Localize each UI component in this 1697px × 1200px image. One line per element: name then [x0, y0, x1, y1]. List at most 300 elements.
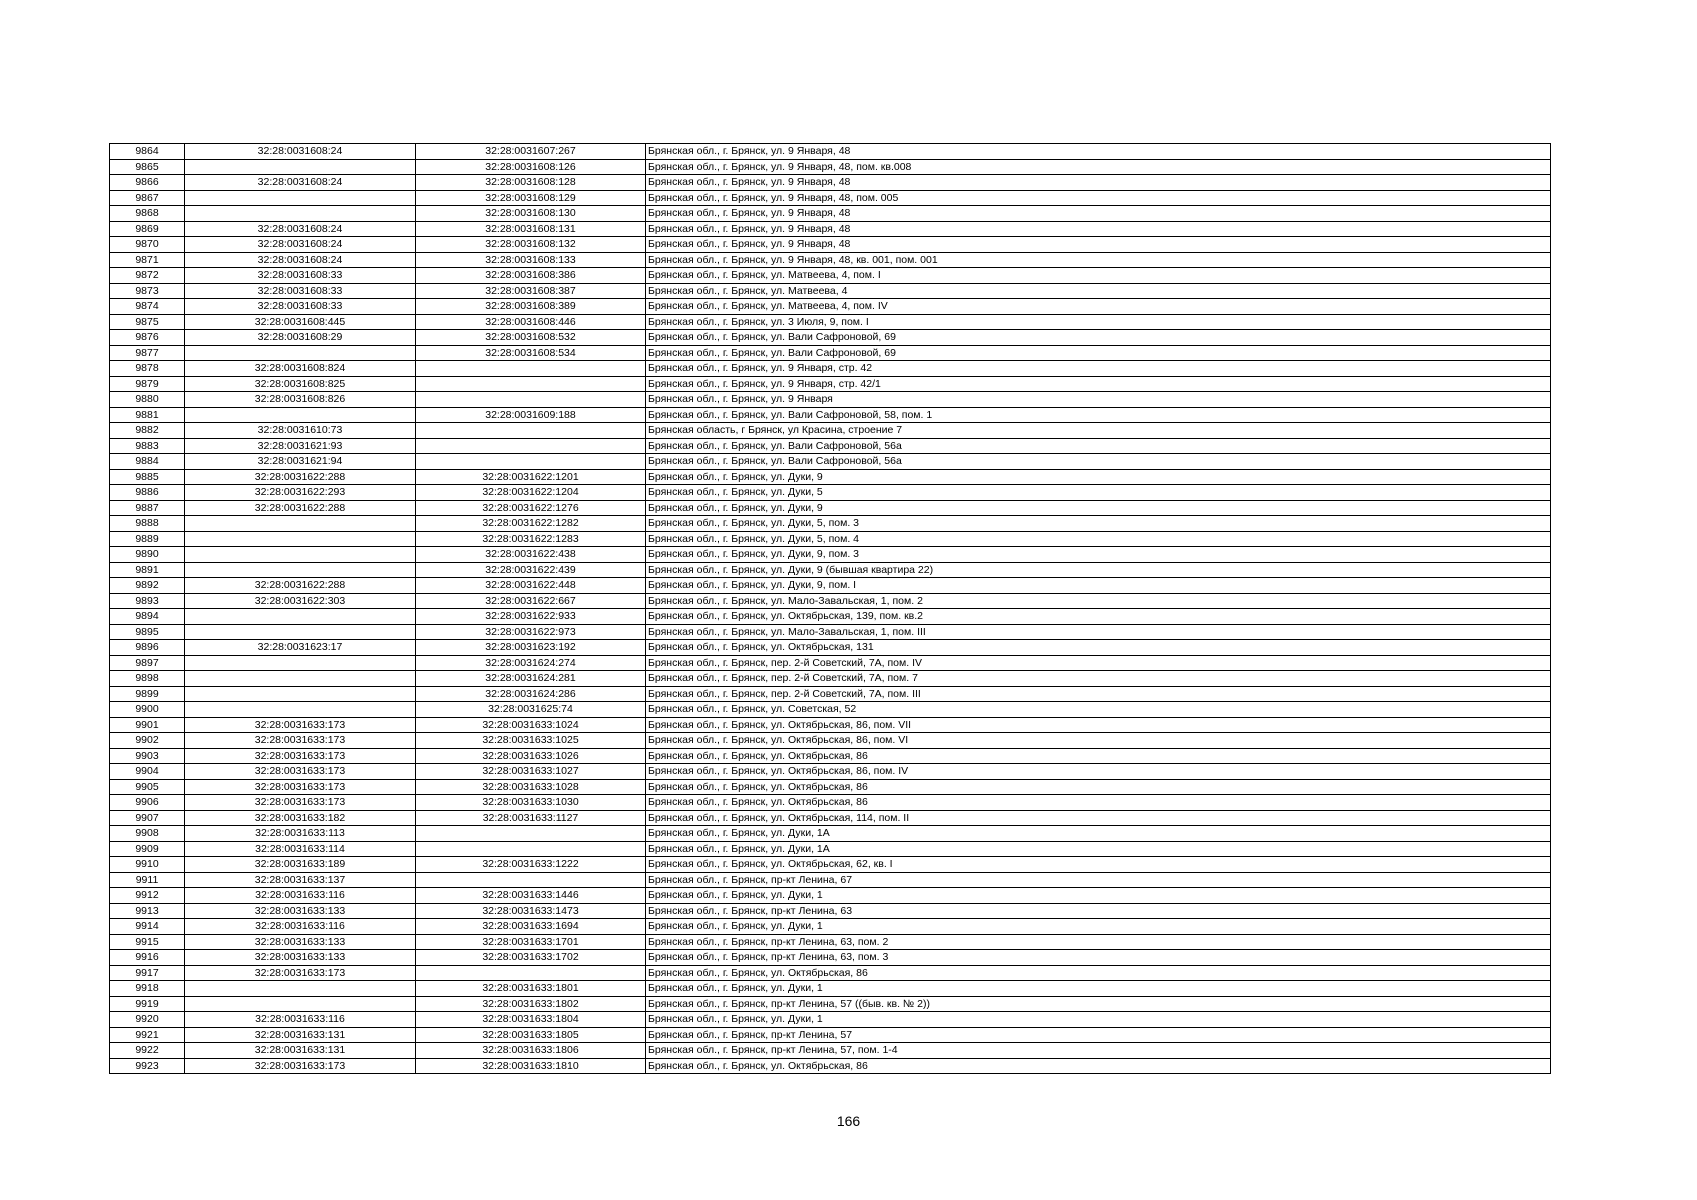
- row-number-cell: 9907: [110, 810, 185, 826]
- row-number-cell: 9879: [110, 376, 185, 392]
- object-cadastral-cell: 32:28:0031622:1283: [416, 531, 646, 547]
- property-table: [109, 143, 1551, 1074]
- object-cadastral-cell: 32:28:0031624:286: [416, 686, 646, 702]
- table-row: [110, 1058, 1551, 1074]
- row-number-cell: 9901: [110, 717, 185, 733]
- address-cell: Брянская область, г Брянск, ул Красина, строение 7: [646, 423, 1551, 439]
- table-body: [110, 144, 1551, 1074]
- object-cadastral-cell: 32:28:0031633:1026: [416, 748, 646, 764]
- row-number-cell: 9921: [110, 1027, 185, 1043]
- address-cell: Брянская обл., г. Брянск, ул. Дуки, 9: [646, 469, 1551, 485]
- parcel-cadastral-cell: [185, 686, 416, 702]
- address-cell: Брянская обл., г. Брянск, ул. Октябрьская, 86, пом. VII: [646, 717, 1551, 733]
- table-row: [110, 175, 1551, 191]
- row-number-cell: 9914: [110, 919, 185, 935]
- parcel-cadastral-cell: 32:28:0031622:288: [185, 469, 416, 485]
- object-cadastral-cell: 32:28:0031622:667: [416, 593, 646, 609]
- table-row: [110, 330, 1551, 346]
- object-cadastral-cell: 32:28:0031633:1127: [416, 810, 646, 826]
- row-number-cell: 9880: [110, 392, 185, 408]
- row-number-cell: 9913: [110, 903, 185, 919]
- address-cell: Брянская обл., г. Брянск, пр-кт Ленина, 63, пом. 3: [646, 950, 1551, 966]
- object-cadastral-cell: 32:28:0031608:532: [416, 330, 646, 346]
- row-number-cell: 9869: [110, 221, 185, 237]
- object-cadastral-cell: 32:28:0031633:1702: [416, 950, 646, 966]
- row-number-cell: 9894: [110, 609, 185, 625]
- address-cell: Брянская обл., г. Брянск, ул. Дуки, 5, пом. 3: [646, 516, 1551, 532]
- parcel-cadastral-cell: 32:28:0031633:137: [185, 872, 416, 888]
- row-number-cell: 9900: [110, 702, 185, 718]
- table-row: [110, 996, 1551, 1012]
- table-row: [110, 965, 1551, 981]
- parcel-cadastral-cell: 32:28:0031633:182: [185, 810, 416, 826]
- table-row: [110, 810, 1551, 826]
- parcel-cadastral-cell: 32:28:0031608:33: [185, 283, 416, 299]
- table-row: [110, 516, 1551, 532]
- object-cadastral-cell: 32:28:0031633:1024: [416, 717, 646, 733]
- table-row: [110, 361, 1551, 377]
- row-number-cell: 9866: [110, 175, 185, 191]
- parcel-cadastral-cell: 32:28:0031608:445: [185, 314, 416, 330]
- address-cell: Брянская обл., г. Брянск, ул. Октябрьская, 131: [646, 640, 1551, 656]
- parcel-cadastral-cell: 32:28:0031608:826: [185, 392, 416, 408]
- page-number: 166: [836, 1113, 861, 1129]
- address-cell: Брянская обл., г. Брянск, пер. 2-й Советский, 7А, пом. 7: [646, 671, 1551, 687]
- object-cadastral-cell: 32:28:0031633:1701: [416, 934, 646, 950]
- parcel-cadastral-cell: 32:28:0031608:24: [185, 144, 416, 160]
- address-cell: Брянская обл., г. Брянск, ул. 9 Января, 48: [646, 206, 1551, 222]
- table-row: [110, 764, 1551, 780]
- table-row: [110, 686, 1551, 702]
- row-number-cell: 9873: [110, 283, 185, 299]
- parcel-cadastral-cell: [185, 206, 416, 222]
- row-number-cell: 9909: [110, 841, 185, 857]
- table-row: [110, 857, 1551, 873]
- address-cell: Брянская обл., г. Брянск, ул. Мало-Завальская, 1, пом. 2: [646, 593, 1551, 609]
- table-row: [110, 950, 1551, 966]
- address-cell: Брянская обл., г. Брянск, пер. 2-й Советский, 7А, пом. III: [646, 686, 1551, 702]
- table-row: [110, 283, 1551, 299]
- object-cadastral-cell: 32:28:0031633:1810: [416, 1058, 646, 1074]
- table-row: [110, 841, 1551, 857]
- address-cell: Брянская обл., г. Брянск, ул. Октябрьская, 139, пом. кв.2: [646, 609, 1551, 625]
- parcel-cadastral-cell: 32:28:0031608:24: [185, 221, 416, 237]
- address-cell: Брянская обл., г. Брянск, ул. Дуки, 9 (бывшая квартира 22): [646, 562, 1551, 578]
- address-cell: Брянская обл., г. Брянск, ул. 3 Июля, 9, пом. I: [646, 314, 1551, 330]
- object-cadastral-cell: [416, 376, 646, 392]
- address-cell: Брянская обл., г. Брянск, ул. 9 Января, 48, кв. 001, пом. 001: [646, 252, 1551, 268]
- row-number-cell: 9905: [110, 779, 185, 795]
- object-cadastral-cell: 32:28:0031633:1027: [416, 764, 646, 780]
- row-number-cell: 9892: [110, 578, 185, 594]
- object-cadastral-cell: [416, 423, 646, 439]
- parcel-cadastral-cell: 32:28:0031608:24: [185, 175, 416, 191]
- row-number-cell: 9912: [110, 888, 185, 904]
- table-row: [110, 640, 1551, 656]
- object-cadastral-cell: 32:28:0031633:1446: [416, 888, 646, 904]
- parcel-cadastral-cell: [185, 516, 416, 532]
- address-cell: Брянская обл., г. Брянск, пр-кт Ленина, 57: [646, 1027, 1551, 1043]
- address-cell: Брянская обл., г. Брянск, ул. Дуки, 9, пом. 3: [646, 547, 1551, 563]
- table-row: [110, 795, 1551, 811]
- row-number-cell: 9923: [110, 1058, 185, 1074]
- row-number-cell: 9897: [110, 655, 185, 671]
- parcel-cadastral-cell: 32:28:0031608:24: [185, 252, 416, 268]
- table-row: [110, 500, 1551, 516]
- address-cell: Брянская обл., г. Брянск, ул. Октябрьская, 62, кв. I: [646, 857, 1551, 873]
- object-cadastral-cell: 32:28:0031607:267: [416, 144, 646, 160]
- row-number-cell: 9871: [110, 252, 185, 268]
- table-row: [110, 826, 1551, 842]
- parcel-cadastral-cell: [185, 996, 416, 1012]
- object-cadastral-cell: 32:28:0031608:387: [416, 283, 646, 299]
- parcel-cadastral-cell: [185, 547, 416, 563]
- table-row: [110, 593, 1551, 609]
- table-row: [110, 779, 1551, 795]
- address-cell: Брянская обл., г. Брянск, ул. Октябрьская, 86: [646, 779, 1551, 795]
- table-row: [110, 314, 1551, 330]
- table-row: [110, 299, 1551, 315]
- table-row: [110, 159, 1551, 175]
- object-cadastral-cell: 32:28:0031608:129: [416, 190, 646, 206]
- row-number-cell: 9868: [110, 206, 185, 222]
- object-cadastral-cell: 32:28:0031622:438: [416, 547, 646, 563]
- row-number-cell: 9911: [110, 872, 185, 888]
- row-number-cell: 9903: [110, 748, 185, 764]
- address-cell: Брянская обл., г. Брянск, пр-кт Ленина, 57, пом. 1-4: [646, 1043, 1551, 1059]
- address-cell: Брянская обл., г. Брянск, пр-кт Ленина, 63, пом. 2: [646, 934, 1551, 950]
- parcel-cadastral-cell: 32:28:0031633:131: [185, 1043, 416, 1059]
- row-number-cell: 9874: [110, 299, 185, 315]
- row-number-cell: 9886: [110, 485, 185, 501]
- parcel-cadastral-cell: 32:28:0031633:173: [185, 717, 416, 733]
- row-number-cell: 9906: [110, 795, 185, 811]
- table-row: [110, 903, 1551, 919]
- object-cadastral-cell: 32:28:0031633:1030: [416, 795, 646, 811]
- parcel-cadastral-cell: [185, 655, 416, 671]
- object-cadastral-cell: 32:28:0031633:1805: [416, 1027, 646, 1043]
- object-cadastral-cell: 32:28:0031608:534: [416, 345, 646, 361]
- parcel-cadastral-cell: [185, 345, 416, 361]
- object-cadastral-cell: 32:28:0031633:1804: [416, 1012, 646, 1028]
- object-cadastral-cell: 32:28:0031622:933: [416, 609, 646, 625]
- object-cadastral-cell: 32:28:0031622:1201: [416, 469, 646, 485]
- table-row: [110, 702, 1551, 718]
- parcel-cadastral-cell: [185, 624, 416, 640]
- row-number-cell: 9908: [110, 826, 185, 842]
- object-cadastral-cell: [416, 438, 646, 454]
- address-cell: Брянская обл., г. Брянск, ул. Вали Сафроновой, 69: [646, 345, 1551, 361]
- row-number-cell: 9872: [110, 268, 185, 284]
- object-cadastral-cell: [416, 872, 646, 888]
- object-cadastral-cell: 32:28:0031623:192: [416, 640, 646, 656]
- parcel-cadastral-cell: 32:28:0031623:17: [185, 640, 416, 656]
- address-cell: Брянская обл., г. Брянск, ул. Матвеева, 4, пом. I: [646, 268, 1551, 284]
- table-row: [110, 578, 1551, 594]
- address-cell: Брянская обл., г. Брянск, ул. 9 Января, 48, пом. кв.008: [646, 159, 1551, 175]
- row-number-cell: 9895: [110, 624, 185, 640]
- object-cadastral-cell: [416, 454, 646, 470]
- address-cell: Брянская обл., г. Брянск, ул. 9 Января, 48: [646, 221, 1551, 237]
- address-cell: Брянская обл., г. Брянск, ул. Дуки, 5, пом. 4: [646, 531, 1551, 547]
- row-number-cell: 9916: [110, 950, 185, 966]
- object-cadastral-cell: 32:28:0031633:1222: [416, 857, 646, 873]
- object-cadastral-cell: 32:28:0031633:1473: [416, 903, 646, 919]
- object-cadastral-cell: [416, 965, 646, 981]
- address-cell: Брянская обл., г. Брянск, ул. Октябрьская, 86, пом. IV: [646, 764, 1551, 780]
- address-cell: Брянская обл., г. Брянск, ул. Дуки, 1: [646, 919, 1551, 935]
- parcel-cadastral-cell: 32:28:0031622:288: [185, 578, 416, 594]
- object-cadastral-cell: 32:28:0031608:389: [416, 299, 646, 315]
- address-cell: Брянская обл., г. Брянск, ул. Октябрьская, 86: [646, 795, 1551, 811]
- parcel-cadastral-cell: 32:28:0031610:73: [185, 423, 416, 439]
- address-cell: Брянская обл., г. Брянск, ул. 9 Января, 48, пом. 005: [646, 190, 1551, 206]
- parcel-cadastral-cell: 32:28:0031633:173: [185, 795, 416, 811]
- address-cell: Брянская обл., г. Брянск, ул. Вали Сафроновой, 58, пом. 1: [646, 407, 1551, 423]
- table-row: [110, 531, 1551, 547]
- address-cell: Брянская обл., г. Брянск, ул. Дуки, 1: [646, 888, 1551, 904]
- parcel-cadastral-cell: [185, 531, 416, 547]
- address-cell: Брянская обл., г. Брянск, ул. 9 Января, стр. 42: [646, 361, 1551, 377]
- row-number-cell: 9888: [110, 516, 185, 532]
- parcel-cadastral-cell: [185, 609, 416, 625]
- address-cell: Брянская обл., г. Брянск, ул. Мало-Завальская, 1, пом. III: [646, 624, 1551, 640]
- object-cadastral-cell: [416, 392, 646, 408]
- row-number-cell: 9920: [110, 1012, 185, 1028]
- object-cadastral-cell: 32:28:0031622:1282: [416, 516, 646, 532]
- parcel-cadastral-cell: 32:28:0031622:288: [185, 500, 416, 516]
- address-cell: Брянская обл., г. Брянск, ул. Дуки, 1А: [646, 841, 1551, 857]
- object-cadastral-cell: 32:28:0031624:274: [416, 655, 646, 671]
- row-number-cell: 9896: [110, 640, 185, 656]
- parcel-cadastral-cell: 32:28:0031622:303: [185, 593, 416, 609]
- address-cell: Брянская обл., г. Брянск, пр-кт Ленина, 57 ((быв. кв. № 2)): [646, 996, 1551, 1012]
- object-cadastral-cell: 32:28:0031622:1276: [416, 500, 646, 516]
- parcel-cadastral-cell: [185, 671, 416, 687]
- parcel-cadastral-cell: 32:28:0031608:29: [185, 330, 416, 346]
- table-row: [110, 144, 1551, 160]
- address-cell: Брянская обл., г. Брянск, ул. Октябрьская, 86: [646, 1058, 1551, 1074]
- row-number-cell: 9890: [110, 547, 185, 563]
- parcel-cadastral-cell: 32:28:0031633:173: [185, 1058, 416, 1074]
- address-cell: Брянская обл., г. Брянск, ул. 9 Января, 48: [646, 237, 1551, 253]
- object-cadastral-cell: 32:28:0031622:439: [416, 562, 646, 578]
- table-row: [110, 655, 1551, 671]
- address-cell: Брянская обл., г. Брянск, ул. Октябрьская, 114, пом. II: [646, 810, 1551, 826]
- address-cell: Брянская обл., г. Брянск, ул. 9 Января, 48: [646, 175, 1551, 191]
- object-cadastral-cell: 32:28:0031608:446: [416, 314, 646, 330]
- address-cell: Брянская обл., г. Брянск, ул. 9 Января, 48: [646, 144, 1551, 160]
- address-cell: Брянская обл., г. Брянск, пер. 2-й Советский, 7А, пом. IV: [646, 655, 1551, 671]
- object-cadastral-cell: 32:28:0031622:1204: [416, 485, 646, 501]
- table-row: [110, 733, 1551, 749]
- address-cell: Брянская обл., г. Брянск, ул. 9 Января, стр. 42/1: [646, 376, 1551, 392]
- object-cadastral-cell: 32:28:0031608:128: [416, 175, 646, 191]
- row-number-cell: 9878: [110, 361, 185, 377]
- object-cadastral-cell: 32:28:0031608:386: [416, 268, 646, 284]
- parcel-cadastral-cell: 32:28:0031608:24: [185, 237, 416, 253]
- parcel-cadastral-cell: 32:28:0031633:173: [185, 764, 416, 780]
- table-row: [110, 190, 1551, 206]
- object-cadastral-cell: 32:28:0031625:74: [416, 702, 646, 718]
- parcel-cadastral-cell: 32:28:0031621:94: [185, 454, 416, 470]
- object-cadastral-cell: [416, 841, 646, 857]
- object-cadastral-cell: 32:28:0031633:1694: [416, 919, 646, 935]
- row-number-cell: 9884: [110, 454, 185, 470]
- parcel-cadastral-cell: 32:28:0031633:133: [185, 903, 416, 919]
- table-row: [110, 562, 1551, 578]
- parcel-cadastral-cell: 32:28:0031633:116: [185, 919, 416, 935]
- table-row: [110, 407, 1551, 423]
- row-number-cell: 9919: [110, 996, 185, 1012]
- table-row: [110, 438, 1551, 454]
- parcel-cadastral-cell: 32:28:0031608:33: [185, 299, 416, 315]
- parcel-cadastral-cell: 32:28:0031633:173: [185, 733, 416, 749]
- table-row: [110, 934, 1551, 950]
- table-row: [110, 919, 1551, 935]
- address-cell: Брянская обл., г. Брянск, ул. Вали Сафроновой, 56а: [646, 438, 1551, 454]
- object-cadastral-cell: 32:28:0031622:448: [416, 578, 646, 594]
- parcel-cadastral-cell: 32:28:0031633:113: [185, 826, 416, 842]
- table-row: [110, 888, 1551, 904]
- row-number-cell: 9893: [110, 593, 185, 609]
- table-row: [110, 469, 1551, 485]
- table-row: [110, 485, 1551, 501]
- parcel-cadastral-cell: 32:28:0031633:133: [185, 950, 416, 966]
- parcel-cadastral-cell: 32:28:0031633:114: [185, 841, 416, 857]
- table-row: [110, 252, 1551, 268]
- table-row: [110, 454, 1551, 470]
- table-row: [110, 206, 1551, 222]
- parcel-cadastral-cell: 32:28:0031633:173: [185, 779, 416, 795]
- row-number-cell: 9898: [110, 671, 185, 687]
- address-cell: Брянская обл., г. Брянск, ул. 9 Января: [646, 392, 1551, 408]
- row-number-cell: 9885: [110, 469, 185, 485]
- row-number-cell: 9882: [110, 423, 185, 439]
- address-cell: Брянская обл., г. Брянск, ул. Дуки, 5: [646, 485, 1551, 501]
- object-cadastral-cell: [416, 361, 646, 377]
- parcel-cadastral-cell: [185, 981, 416, 997]
- parcel-cadastral-cell: [185, 562, 416, 578]
- object-cadastral-cell: 32:28:0031633:1801: [416, 981, 646, 997]
- row-number-cell: 9915: [110, 934, 185, 950]
- parcel-cadastral-cell: 32:28:0031633:133: [185, 934, 416, 950]
- table-row: [110, 671, 1551, 687]
- table-row: [110, 1027, 1551, 1043]
- parcel-cadastral-cell: 32:28:0031622:293: [185, 485, 416, 501]
- object-cadastral-cell: 32:28:0031633:1806: [416, 1043, 646, 1059]
- table-row: [110, 376, 1551, 392]
- object-cadastral-cell: 32:28:0031608:130: [416, 206, 646, 222]
- object-cadastral-cell: 32:28:0031633:1025: [416, 733, 646, 749]
- address-cell: Брянская обл., г. Брянск, ул. Дуки, 1: [646, 981, 1551, 997]
- table-row: [110, 345, 1551, 361]
- object-cadastral-cell: 32:28:0031622:973: [416, 624, 646, 640]
- address-cell: Брянская обл., г. Брянск, ул. Дуки, 9, пом. I: [646, 578, 1551, 594]
- parcel-cadastral-cell: 32:28:0031608:825: [185, 376, 416, 392]
- table-row: [110, 748, 1551, 764]
- address-cell: Брянская обл., г. Брянск, ул. Октябрьская, 86, пом. VI: [646, 733, 1551, 749]
- address-cell: Брянская обл., г. Брянск, пр-кт Ленина, 63: [646, 903, 1551, 919]
- row-number-cell: 9867: [110, 190, 185, 206]
- parcel-cadastral-cell: 32:28:0031633:189: [185, 857, 416, 873]
- table-row: [110, 717, 1551, 733]
- row-number-cell: 9870: [110, 237, 185, 253]
- table-row: [110, 624, 1551, 640]
- address-cell: Брянская обл., г. Брянск, ул. Матвеева, 4: [646, 283, 1551, 299]
- table-row: [110, 1043, 1551, 1059]
- parcel-cadastral-cell: 32:28:0031608:33: [185, 268, 416, 284]
- row-number-cell: 9918: [110, 981, 185, 997]
- object-cadastral-cell: 32:28:0031608:133: [416, 252, 646, 268]
- row-number-cell: 9877: [110, 345, 185, 361]
- row-number-cell: 9910: [110, 857, 185, 873]
- parcel-cadastral-cell: 32:28:0031633:116: [185, 1012, 416, 1028]
- table-row: [110, 981, 1551, 997]
- table-row: [110, 221, 1551, 237]
- table-row: [110, 237, 1551, 253]
- parcel-cadastral-cell: [185, 702, 416, 718]
- parcel-cadastral-cell: [185, 190, 416, 206]
- row-number-cell: 9883: [110, 438, 185, 454]
- object-cadastral-cell: 32:28:0031609:188: [416, 407, 646, 423]
- address-cell: Брянская обл., г. Брянск, ул. Дуки, 1: [646, 1012, 1551, 1028]
- parcel-cadastral-cell: 32:28:0031608:824: [185, 361, 416, 377]
- address-cell: Брянская обл., г. Брянск, ул. Советская, 52: [646, 702, 1551, 718]
- parcel-cadastral-cell: 32:28:0031633:173: [185, 965, 416, 981]
- parcel-cadastral-cell: [185, 159, 416, 175]
- row-number-cell: 9887: [110, 500, 185, 516]
- table-row: [110, 872, 1551, 888]
- row-number-cell: 9891: [110, 562, 185, 578]
- address-cell: Брянская обл., г. Брянск, ул. Матвеева, 4, пом. IV: [646, 299, 1551, 315]
- parcel-cadastral-cell: [185, 407, 416, 423]
- address-cell: Брянская обл., г. Брянск, ул. Октябрьская, 86: [646, 965, 1551, 981]
- object-cadastral-cell: 32:28:0031633:1802: [416, 996, 646, 1012]
- object-cadastral-cell: 32:28:0031608:132: [416, 237, 646, 253]
- row-number-cell: 9922: [110, 1043, 185, 1059]
- address-cell: Брянская обл., г. Брянск, ул. Вали Сафроновой, 56а: [646, 454, 1551, 470]
- object-cadastral-cell: 32:28:0031608:126: [416, 159, 646, 175]
- row-number-cell: 9899: [110, 686, 185, 702]
- row-number-cell: 9889: [110, 531, 185, 547]
- object-cadastral-cell: 32:28:0031633:1028: [416, 779, 646, 795]
- address-cell: Брянская обл., г. Брянск, ул. Октябрьская, 86: [646, 748, 1551, 764]
- table-row: [110, 547, 1551, 563]
- row-number-cell: 9864: [110, 144, 185, 160]
- row-number-cell: 9904: [110, 764, 185, 780]
- address-cell: Брянская обл., г. Брянск, ул. Дуки, 9: [646, 500, 1551, 516]
- parcel-cadastral-cell: 32:28:0031633:131: [185, 1027, 416, 1043]
- address-cell: Брянская обл., г. Брянск, ул. Дуки, 1А: [646, 826, 1551, 842]
- row-number-cell: 9875: [110, 314, 185, 330]
- table-row: [110, 423, 1551, 439]
- parcel-cadastral-cell: 32:28:0031633:173: [185, 748, 416, 764]
- object-cadastral-cell: [416, 826, 646, 842]
- row-number-cell: 9881: [110, 407, 185, 423]
- table-row: [110, 609, 1551, 625]
- address-cell: Брянская обл., г. Брянск, пр-кт Ленина, 67: [646, 872, 1551, 888]
- parcel-cadastral-cell: 32:28:0031633:116: [185, 888, 416, 904]
- row-number-cell: 9902: [110, 733, 185, 749]
- parcel-cadastral-cell: 32:28:0031621:93: [185, 438, 416, 454]
- table-row: [110, 268, 1551, 284]
- row-number-cell: 9917: [110, 965, 185, 981]
- table-row: [110, 1012, 1551, 1028]
- object-cadastral-cell: 32:28:0031608:131: [416, 221, 646, 237]
- address-cell: Брянская обл., г. Брянск, ул. Вали Сафроновой, 69: [646, 330, 1551, 346]
- row-number-cell: 9865: [110, 159, 185, 175]
